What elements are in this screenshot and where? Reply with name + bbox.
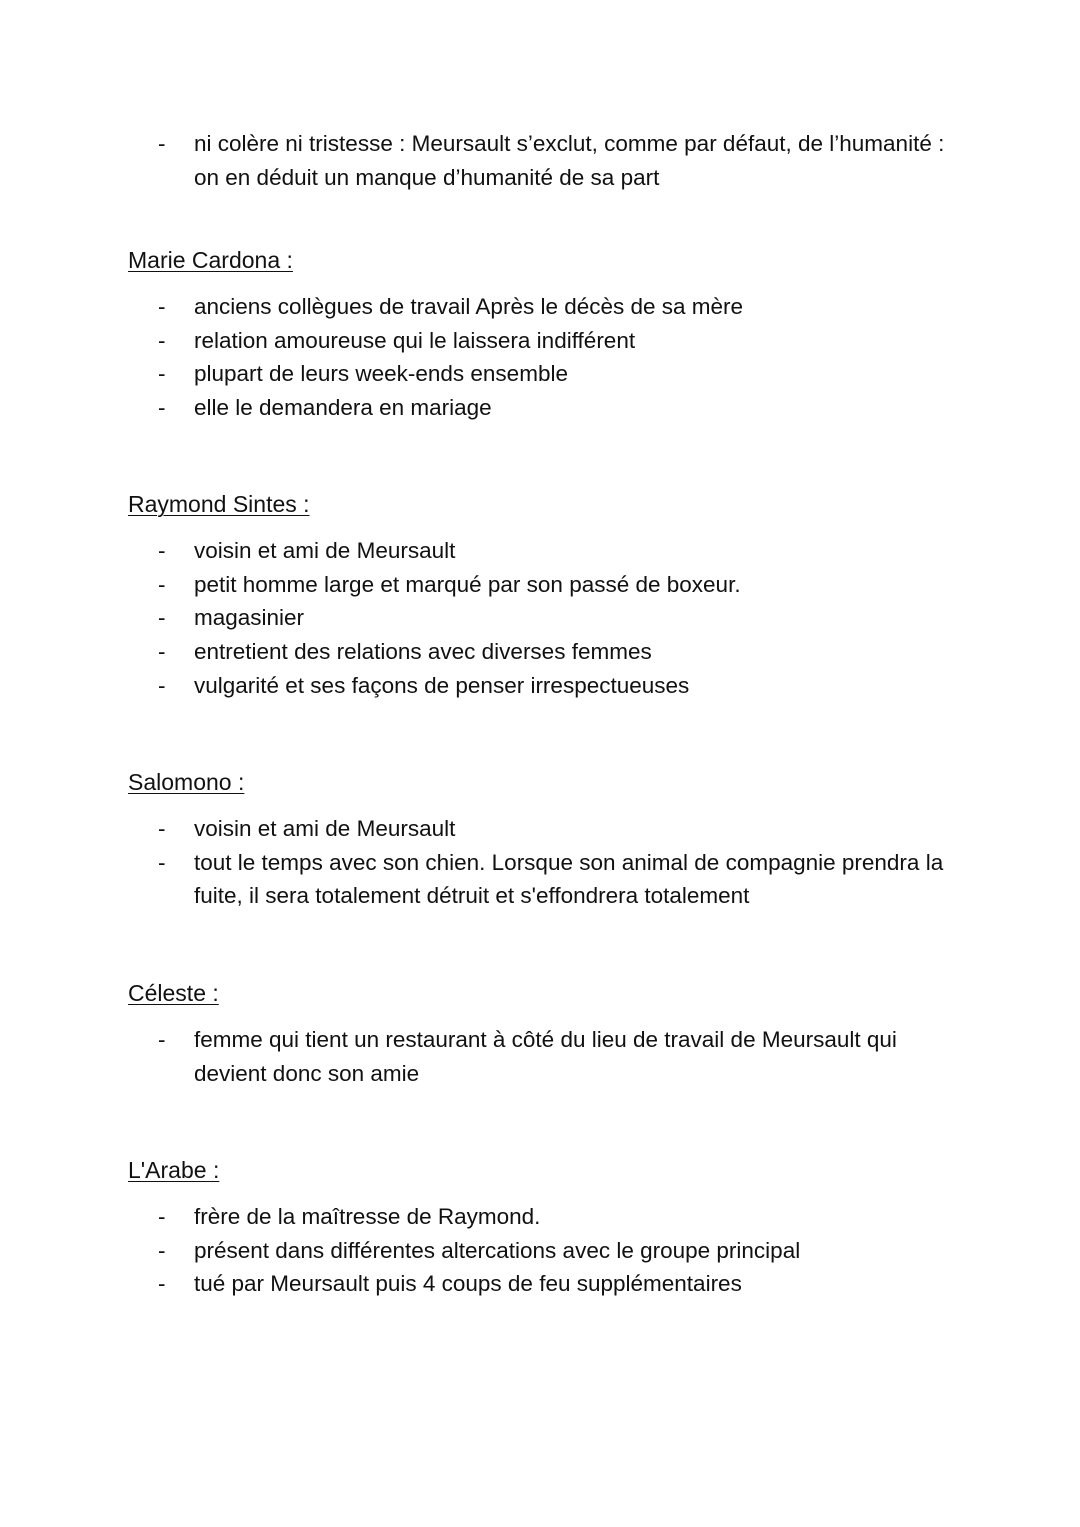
- list-item-text: ni colère ni tristesse : Meursault s’exclut, comme par défaut, de l’humanité : on en déduit un manque d’humanité de sa part: [194, 131, 945, 190]
- bullet-dash: -: [158, 816, 166, 841]
- section-list-salomono: [0, 812, 1080, 913]
- list-item: [0, 1267, 1080, 1301]
- bullet-dash: -: [158, 131, 166, 156]
- list-item: [0, 324, 1080, 358]
- list-item: [0, 534, 1080, 568]
- list-item-text: femme qui tient un restaurant à côté du lieu de travail de Meursault qui devient donc son amie: [194, 1027, 897, 1086]
- bullet-dash: -: [158, 1237, 166, 1263]
- list-item-text: relation amoureuse qui le laissera indifférent: [194, 327, 636, 353]
- bullet-dash: -: [158, 361, 166, 387]
- section-list-marie-cardona: [0, 290, 1080, 425]
- list-item: [0, 846, 1080, 913]
- list-item-text: tout le temps avec son chien. Lorsque son animal de compagnie prendra la fuite, il sera totalement détruit et s'effondrera totalement: [194, 849, 944, 909]
- bullet-dash: -: [158, 1204, 166, 1229]
- bullet-dash: -: [158, 672, 166, 698]
- list-item-text: anciens collègues de travail Après le décès de sa mère: [194, 294, 744, 319]
- list-item: [0, 1234, 1080, 1268]
- list-item-text: elle le demandera en mariage: [194, 395, 492, 421]
- list-item: [0, 357, 1080, 391]
- section-title-salomono: Salomono :: [128, 769, 245, 795]
- list-item-text: voisin et ami de Meursault: [194, 538, 456, 563]
- section-list-raymond-sintes: [0, 534, 1080, 703]
- section-list-l-arabe: [0, 1200, 1080, 1301]
- list-item-text: frère de la maîtresse de Raymond.: [194, 1204, 541, 1229]
- list-item-text: petit homme large et marqué par son passé de boxeur.: [194, 571, 741, 597]
- list-item: [0, 669, 1080, 703]
- bullet-dash: -: [158, 294, 166, 319]
- bullet-dash: -: [158, 395, 166, 421]
- bullet-dash: -: [158, 327, 166, 353]
- list-item: [0, 812, 1080, 846]
- bullet-dash: -: [158, 639, 166, 665]
- list-item: [0, 391, 1080, 425]
- intro-list: [0, 127, 1080, 194]
- bullet-dash: -: [158, 605, 166, 631]
- list-item: [0, 568, 1080, 602]
- list-item: [0, 1023, 1080, 1090]
- list-item-text: entretient des relations avec diverses femmes: [194, 639, 652, 665]
- list-item-text: plupart de leurs week-ends ensemble: [194, 361, 568, 387]
- section-title-raymond-sintes: Raymond Sintes :: [128, 491, 310, 517]
- list-item: [0, 601, 1080, 635]
- bullet-dash: -: [158, 849, 166, 875]
- bullet-dash: -: [158, 571, 166, 597]
- list-item-text: vulgarité et ses façons de penser irrespectueuses: [194, 672, 690, 698]
- list-item-text: voisin et ami de Meursault: [194, 816, 456, 841]
- section-title-l-arabe: L'Arabe :: [128, 1157, 220, 1183]
- list-item-text: présent dans différentes altercations avec le groupe principal: [194, 1237, 801, 1263]
- list-item: [0, 127, 1080, 194]
- bullet-dash: -: [158, 1271, 166, 1297]
- list-item: [0, 1200, 1080, 1234]
- bullet-dash: -: [158, 538, 166, 563]
- section-title-celeste: Céleste :: [128, 980, 219, 1006]
- list-item-text: magasinier: [194, 605, 305, 631]
- section-list-celeste: [0, 1023, 1080, 1090]
- list-item: [0, 290, 1080, 324]
- list-item-text: tué par Meursault puis 4 coups de feu supplémentaires: [194, 1271, 742, 1297]
- list-item: [0, 635, 1080, 669]
- section-title-marie-cardona: Marie Cardona :: [128, 247, 293, 273]
- bullet-dash: -: [158, 1027, 166, 1052]
